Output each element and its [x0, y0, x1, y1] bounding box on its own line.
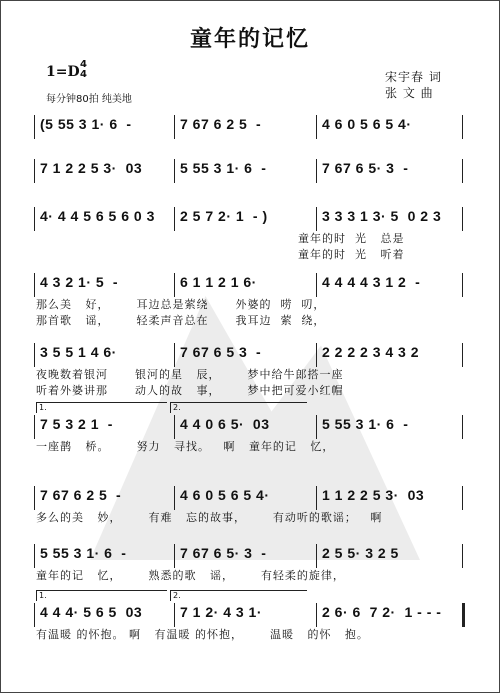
lyric-line: 夜晚数着银河 银河的星 辰， 梦中给牛郎搭一座 [36, 368, 344, 381]
barline [34, 273, 35, 297]
barline [462, 159, 463, 183]
measure-notes: 3 5 5 1 4 6· [40, 344, 117, 360]
measure-notes: 7 1 2 2 5 3· 03 [40, 160, 143, 176]
barline [462, 273, 463, 297]
barline [34, 603, 35, 627]
measure-notes: 7 1 2· 4 3 1· [180, 604, 262, 620]
barline [34, 415, 35, 439]
lyric-line: 有温暖 的怀抱。 啊 有温暖 的怀抱， 温暖 的怀 抱。 [36, 628, 369, 641]
lyric-line: 听着外婆讲那 动人的故 事， 梦中把可爱小红帽 [36, 384, 344, 397]
barline [462, 115, 463, 139]
barline [174, 603, 175, 627]
measure-notes: 4 4 4· 5 6 5 03 [40, 604, 143, 620]
barline [174, 343, 175, 367]
meter-top: 4 [80, 59, 87, 70]
measure-notes: 7 67 6 5· 3 - [180, 545, 267, 561]
barline [34, 544, 35, 568]
song-title: 童年的记忆 [189, 26, 310, 52]
score-row [0, 340, 500, 397]
barline [316, 159, 317, 183]
measure-notes: 5 55 3 1· 6 - [180, 160, 267, 176]
barline [462, 544, 463, 568]
barline [316, 273, 317, 297]
barline [174, 544, 175, 568]
lyric-line: 多么的美 妙， 有难 忘的故事， 有动听的歌谣； 啊 [36, 511, 383, 524]
barline [34, 115, 35, 139]
measure-notes: 4 6 0 5 6 5 4· [180, 487, 270, 503]
barline [174, 415, 175, 439]
measure-notes: 7 67 6 2 5 - [180, 116, 262, 132]
score-row [0, 270, 500, 327]
barline [316, 115, 317, 139]
barline [462, 343, 463, 367]
barline [174, 207, 175, 231]
measure-notes: 2 2 2 2 3 4 3 2 [322, 344, 420, 360]
barline [316, 603, 317, 627]
barline [34, 207, 35, 231]
barline [316, 207, 317, 231]
score-row [0, 204, 500, 261]
measure-notes: 3 3 3 1 3· 5 0 2 3 [322, 208, 442, 224]
measure-notes: 4· 4 4 5 6 5 6 0 3 [40, 208, 155, 224]
score-row [0, 156, 500, 190]
score-row [0, 112, 500, 146]
measure-notes: 7 67 6 5 3 - [180, 344, 262, 360]
measure-notes: 4 4 0 6 5· 03 [180, 416, 270, 432]
measure-notes: 2 5 7 2· 1 - ) [180, 208, 268, 224]
volta-second-ending: 2. [170, 590, 307, 601]
barline [34, 486, 35, 510]
lyric-line: 童年的记 忆， 熟悉的歌 谣， 有轻柔的旋律， [36, 569, 345, 582]
score-row [0, 403, 500, 453]
barline [316, 544, 317, 568]
measure-notes: 7 67 6 5· 3 - [322, 160, 409, 176]
measure-notes: 4 4 4 4 3 1 2 - [322, 274, 421, 290]
lyric-line: 那么美 好， 耳边总是萦绕 外婆的 唠 叨， [36, 298, 326, 311]
barline [174, 115, 175, 139]
measure-notes: 7 5 3 2 1 - [40, 416, 113, 432]
lyric-line: 那首歌 谣， 轻柔声音总在 我耳边 萦 绕， [36, 314, 326, 327]
barline [316, 486, 317, 510]
barline [462, 415, 463, 439]
lyric-line: 童年的时 光 总是 [298, 232, 405, 245]
measure-notes: 4 3 2 1· 5 - [40, 274, 119, 290]
measure-notes: 5 55 3 1· 6 - [40, 545, 127, 561]
measure-notes: 1 1 2 2 5 3· 03 [322, 487, 425, 503]
measure-notes: (5 55 3 1· 6 - [40, 116, 132, 132]
tempo-marking: 每分钟80拍 纯美地 [46, 94, 132, 105]
volta-second-ending: 2. [170, 402, 307, 413]
barline [174, 159, 175, 183]
measure-notes: 6 1 1 2 1 6· [180, 274, 257, 290]
measure-notes: 2 6· 6 7 2· 1 - - - [322, 604, 442, 620]
barline [462, 207, 463, 231]
lyric-line: 一座鹊 桥。 努力 寻找。 啊 童年的记 忆， [36, 440, 335, 453]
composer-credit: 张 文 曲 [385, 86, 434, 100]
meter-bottom: 4 [80, 69, 87, 80]
barline [462, 603, 465, 627]
score-row [0, 591, 500, 641]
lyric-line: 童年的时 光 听着 [298, 248, 405, 261]
barline [462, 486, 463, 510]
score-row [0, 541, 500, 582]
barline [174, 486, 175, 510]
volta-first-ending: 1. [36, 402, 167, 413]
volta-first-ending: 1. [36, 590, 167, 601]
lyricist-credit: 宋宇春 词 [385, 70, 442, 84]
barline [34, 159, 35, 183]
measure-notes: 7 67 6 2 5 - [40, 487, 122, 503]
barline [316, 343, 317, 367]
score-row [0, 483, 500, 524]
barline [174, 273, 175, 297]
measure-notes: 5 55 3 1· 6 - [322, 416, 409, 432]
barline [316, 415, 317, 439]
measure-notes: 2 5 5· 3 2 5 [322, 545, 399, 561]
barline [34, 343, 35, 367]
key-signature: 1=D [46, 64, 80, 80]
measure-notes: 4 6 0 5 6 5 4· [322, 116, 412, 132]
time-signature [80, 60, 87, 80]
